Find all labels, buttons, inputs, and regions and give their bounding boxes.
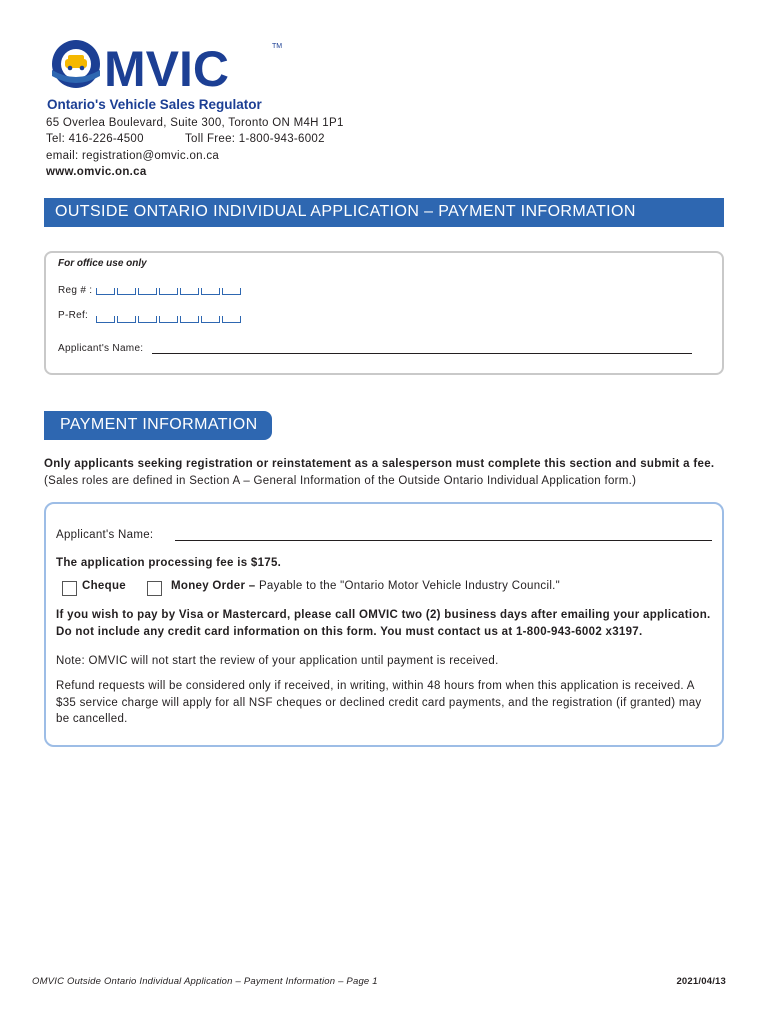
footer-text: OMVIC Outside Ontario Individual Application – Payment Information – Page 1 [32, 976, 378, 987]
money-order-note: Payable to the "Ontario Motor Vehicle Industry Council." [258, 580, 561, 592]
page-title: OUTSIDE ONTARIO INDIVIDUAL APPLICATION – PAYMENT INFORMATION [44, 198, 724, 227]
cheque-checkbox[interactable] [62, 581, 77, 596]
tagline: Ontario's Vehicle Sales Regulator [47, 97, 262, 112]
svg-text:TM: TM [272, 43, 283, 50]
toll-free: Toll Free: 1-800-943-6002 [185, 133, 325, 145]
omvic-logo [46, 36, 296, 106]
money-order-label [171, 580, 560, 592]
pref-field[interactable] [96, 316, 243, 326]
money-order-title: Money Order – [171, 580, 256, 592]
website: www.omvic.on.ca [46, 166, 147, 178]
address: 65 Overlea Boulevard, Suite 300, Toronto ON M4H 1P1 [46, 117, 344, 129]
footer-date: 2021/04/13 [676, 976, 726, 987]
email: email: registration@omvic.on.ca [46, 150, 220, 162]
money-order-checkbox[interactable] [147, 581, 162, 596]
reg-number-label: Reg # : [58, 285, 93, 296]
office-use-box [44, 251, 724, 375]
review-note: Note: OMVIC will not start the review of your application until payment is received. [56, 655, 499, 667]
payment-section-heading: PAYMENT INFORMATION [44, 411, 272, 440]
card-warning-text: Do not include any credit card information on this form. You must contact us at 1-800-943-6002 x3197. [56, 626, 643, 638]
office-applicant-name-label: Applicant's Name: [58, 343, 144, 354]
applicant-name-field[interactable] [175, 540, 712, 541]
payment-intro-note: (Sales roles are defined in Section A – General Information of the Outside Ontario Individual Application form.) [44, 475, 637, 487]
fee-text: The application processing fee is $175. [56, 557, 282, 569]
svg-text:MVIC: MVIC [104, 41, 229, 97]
applicant-name-label: Applicant's Name: [56, 529, 154, 541]
refund-policy: Refund requests will be considered only if received, in writing, within 48 hours from when this application is received. A $35 service charge will apply for all NSF cheques or declined credit card payments, and the registration (if granted) may be cancelled. [56, 680, 702, 725]
office-applicant-name-field[interactable] [152, 353, 692, 354]
cheque-label: Cheque [82, 580, 126, 592]
telephone: Tel: 416-226-4500 [46, 133, 144, 145]
payment-intro: Only applicants seeking registration or reinstatement as a salesperson must complete this section and submit a fee. [44, 458, 715, 470]
office-use-heading: For office use only [58, 258, 147, 269]
reg-number-field[interactable] [96, 288, 243, 298]
card-payment-text: If you wish to pay by Visa or Mastercard, please call OMVIC two (2) business days after emailing your application. [56, 609, 711, 621]
pref-label: P-Ref: [58, 310, 89, 321]
